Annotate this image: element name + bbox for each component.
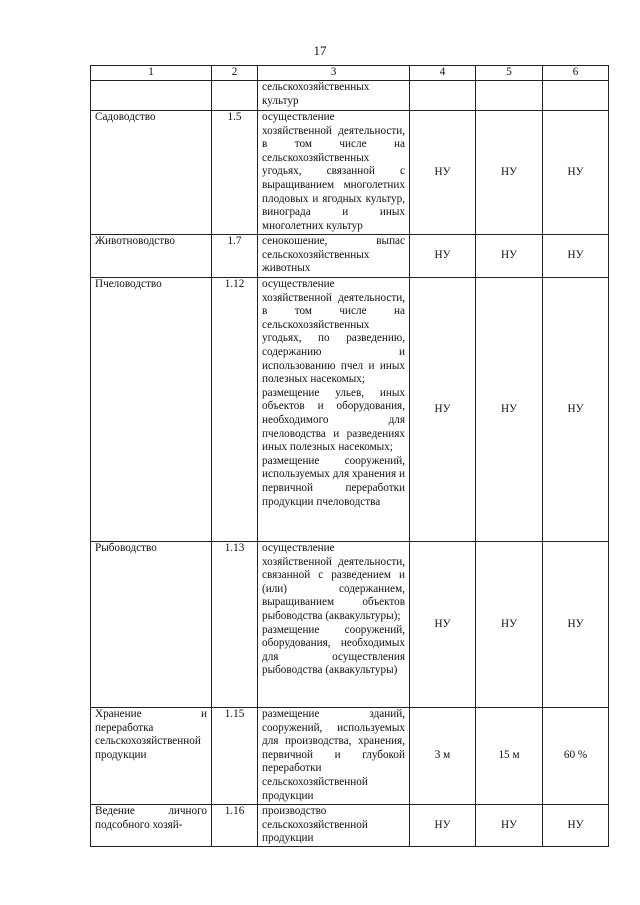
land-use-name: Пчеловодство: [91, 278, 212, 542]
value-col6: НУ: [543, 235, 609, 278]
land-use-description: осуществление хозяйственной деятельности, в том числе на сельскохозяйственных угодьях, по разведению, содержанию и использованию пчел и иных полезных насекомых; размещение ульев, иных объектов и оборудования, необходимого для пчеловодства и разведениях иных полезных насекомых; размещение сооружений, используемых для хранения и первичной переработки продукции пчеловодства: [258, 278, 410, 542]
table-row: [91, 542, 609, 708]
column-header: 1: [91, 66, 212, 81]
column-header: 5: [476, 66, 543, 81]
value-col6: [543, 81, 609, 111]
land-use-name: Садоводство: [91, 111, 212, 235]
land-use-code: 1.7: [212, 235, 258, 278]
value-col4: НУ: [410, 278, 476, 542]
land-use-name: Животноводство: [91, 235, 212, 278]
table-row: [91, 805, 609, 847]
value-col5: НУ: [476, 278, 543, 542]
value-col4: НУ: [410, 542, 476, 708]
column-header: 3: [258, 66, 410, 81]
table-row: [91, 278, 609, 542]
land-use-code: 1.16: [212, 805, 258, 847]
table-row: [91, 235, 609, 278]
page-number: 17: [313, 43, 327, 58]
value-col5: 15 м: [476, 708, 543, 805]
land-use-name: Ведение личного подсобного хозяй-: [91, 805, 212, 847]
land-use-description: осуществление хозяйственной деятельности, связанной с разведением и (или) содержанием, выращиванием объектов рыбоводства (аквакультуры); размещение сооружений, оборудования, необходимых для осуществления рыбоводства (аквакультуры): [258, 542, 410, 708]
value-col4: НУ: [410, 111, 476, 235]
land-use-description: производство сельскохозяйственной продукции: [258, 805, 410, 847]
land-use-description: размещение зданий, сооружений, используемых для производства, хранения, первичной и глубокой переработки сельскохозяйственной продукции: [258, 708, 410, 805]
value-col4: 3 м: [410, 708, 476, 805]
value-col6: 60 %: [543, 708, 609, 805]
land-use-description: осуществление хозяйственной деятельности, в том числе на сельскохозяйственных угодьях, связанной с выращиванием многолетних плодовых и ягодных культур, винограда и иных многолетних культур: [258, 111, 410, 235]
value-col4: [410, 81, 476, 111]
value-col6: НУ: [543, 805, 609, 847]
column-header: 2: [212, 66, 258, 81]
land-use-code: 1.5: [212, 111, 258, 235]
land-use-description: сельскохозяйственных культур: [258, 81, 410, 111]
value-col5: НУ: [476, 111, 543, 235]
column-header: 4: [410, 66, 476, 81]
value-col6: НУ: [543, 111, 609, 235]
table-header-row: [91, 66, 609, 81]
land-use-table: [90, 65, 609, 847]
value-col6: НУ: [543, 542, 609, 708]
value-col5: НУ: [476, 235, 543, 278]
table-row: [91, 708, 609, 805]
value-col4: НУ: [410, 235, 476, 278]
land-use-code: 1.15: [212, 708, 258, 805]
land-use-code: 1.12: [212, 278, 258, 542]
land-use-name: Хранение и переработка сельскохозяйственной продукции: [91, 708, 212, 805]
land-use-description: сенокошение, выпас сельскохозяйственных животных: [258, 235, 410, 278]
table-row: [91, 111, 609, 235]
table-row: [91, 81, 609, 111]
column-header: 6: [543, 66, 609, 81]
value-col6: НУ: [543, 278, 609, 542]
value-col5: НУ: [476, 542, 543, 708]
land-use-name: [91, 81, 212, 111]
value-col5: [476, 81, 543, 111]
value-col5: НУ: [476, 805, 543, 847]
value-col4: НУ: [410, 805, 476, 847]
land-use-code: [212, 81, 258, 111]
land-use-code: 1.13: [212, 542, 258, 708]
land-use-name: Рыбоводство: [91, 542, 212, 708]
